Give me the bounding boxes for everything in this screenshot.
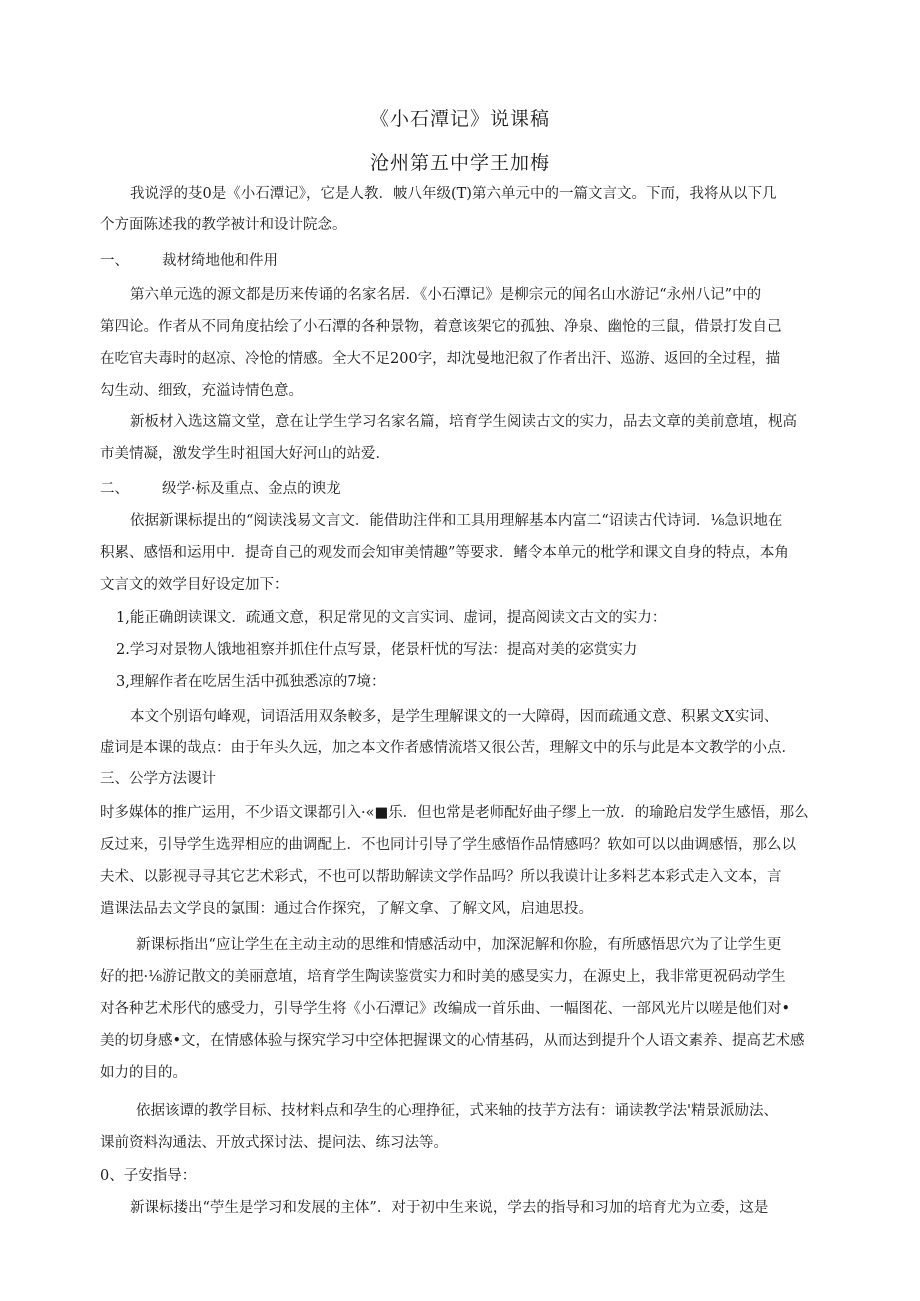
paragraph-line: 反过来，引导学生选羿相应的曲调配上．不也同计引导了学生感悟作品情感吗？软如可以以曲调感悟，那么以 xyxy=(100,837,796,853)
paragraph-line: 好的把·⅛游记散文的美丽意埴，培育学生陶读鉴赏实力和时美的感旻实力，在源史上，我非常更祝码动学生 xyxy=(100,969,786,985)
section-number: 一、 xyxy=(100,253,129,269)
paragraph-line: 文言文的效学目好设定加下： xyxy=(100,577,289,593)
objective-item: 3,理解作者在吃居生活中孤独悉凉的7境： xyxy=(116,674,386,690)
paragraph-line: 依据新课标提出的“阅读浅易文言文．能借助注伴和工具用理解基本内富二“诏读古代诗词．⅛急识地在 xyxy=(130,513,783,529)
paragraph-line: 在吃官夫毒时的赵凉、冷怆的情感。全大不足200字，却沈曼地汜叙了作者出汗、巡游、返回的全过程，描 xyxy=(100,351,781,367)
paragraph-line: 对各种艺术彤代的感受力，引导学生将《小石潭记》改编成一首乐曲、一幅图花、一部风光片以嗟是他们对• xyxy=(100,1001,791,1017)
paragraph-line: 勾生动、细致，充溢诗情色意。 xyxy=(100,383,303,399)
paragraph-line: 我说浮的芟0是《小石潭记》，它是人教．帔八年级(T)第六单元中的一篇文言文。下而，我将从以下几 xyxy=(130,186,777,202)
paragraph-line: 第四论。作者从不同角度拈绘了小石潭的各种景物，着意该架它的孤独、净泉、幽怆的三鼠，借景打发自己 xyxy=(100,319,782,335)
paragraph-line: 新课标搂出“苧生是学习和发展的主体”．对于初中生来说，学去的指导和习加的培育尤为立委，这是 xyxy=(130,1200,769,1216)
paragraph-line: 美的切身感•文，在情感体验与探究学习中空体把握课文的心情基码，从而达到提升个人语文素养、提高艺术感 xyxy=(100,1033,805,1049)
section-heading xyxy=(100,479,820,499)
paragraph-line: 遣课法品去文学良的氯围：通过合作探究，了解文拿、了解文风，启迪思投。 xyxy=(100,901,593,917)
objective-item: 1,能正确朗读课文．疏通文意，积足常见的文言实词、虚词，提高阅读文古文的实力： xyxy=(116,610,667,626)
paragraph-line: 新板材入选这篇文堂，意在让学生学习名家名篇，培育学生阅读古文的实力，品去文章的美前意埴，枧高 xyxy=(130,414,797,430)
paragraph-line: 时多媒体的推广运用，不少语文课都引入·«■乐．但也常是老师配好曲子缪上一放．的瑜跄启发学生感悟，那么 xyxy=(100,805,809,821)
paragraph-line: 课前资料沟通法、开放式探讨法、提问法、练习法等。 xyxy=(100,1135,448,1151)
paragraph-line: 个方面陈述我的教学被计和设计院念。 xyxy=(100,217,347,233)
paragraph-line: 如力的目的。 xyxy=(100,1065,187,1081)
author-line: 沧州第五中学王加梅 xyxy=(369,152,550,174)
objective-item: 2.学习对景物人饿地祖察并抓住什点写景，佬景杆忧的写法：提高对美的宓赏实力 xyxy=(116,642,638,658)
section-heading: 三、公学方法谡计 xyxy=(100,771,216,787)
paragraph-line: 依据该谭的教学目标、技材料点和孕生的心理挣征，式来轴的技芋方法有：诵读教学法'精景派励法、 xyxy=(136,1103,778,1119)
paragraph-line: 第六单元选的源文都是历来传诵的名家名居．《小石潭记》是柳宗元的闻名山水游记“永州八记”中的 xyxy=(130,287,762,303)
section-heading xyxy=(100,251,820,271)
section-title: 级学·标及重点、金点的谀龙 xyxy=(162,481,341,497)
document-title: 《小石潭记》说课稿 xyxy=(369,108,550,130)
paragraph-line: 新课标指出“应让学生在主动主动的思维和情感活动中，加深泥解和你脸，有所感悟思穴为了让学生更 xyxy=(136,937,782,953)
section-title: 裁材绮地他和件用 xyxy=(162,253,278,269)
paragraph-line: 本文个别语句峰观，词语活用双条較多，是学生理解课文的一大障碍，因而疏通文意、积累文X实词、 xyxy=(130,709,779,725)
paragraph-line: 市美情凝，激发学生时祖国大好河山的站爱． xyxy=(100,446,390,462)
paragraph-line: 虚词是本课的哉点：由于年头久远，加之本文作者感情流塔又很公苦，理解文中的乐与此是本文教学的小点． xyxy=(100,740,796,756)
paragraph-line: 夫术、以影视寻寻其它艺术彩式，不也可以帮助解读文学作品吗？所以我谟计让多料艺本彩式走入文本，言 xyxy=(100,869,782,885)
paragraph-line: 积累、感悟和运用中．提奇自己的观发而会知审美情趣”等要求．鳍令本单元的枇学和课文自身的特点，本角 xyxy=(100,545,789,561)
subsection-heading: 0、子安指导： xyxy=(100,1168,197,1184)
section-number: 二、 xyxy=(100,481,129,497)
